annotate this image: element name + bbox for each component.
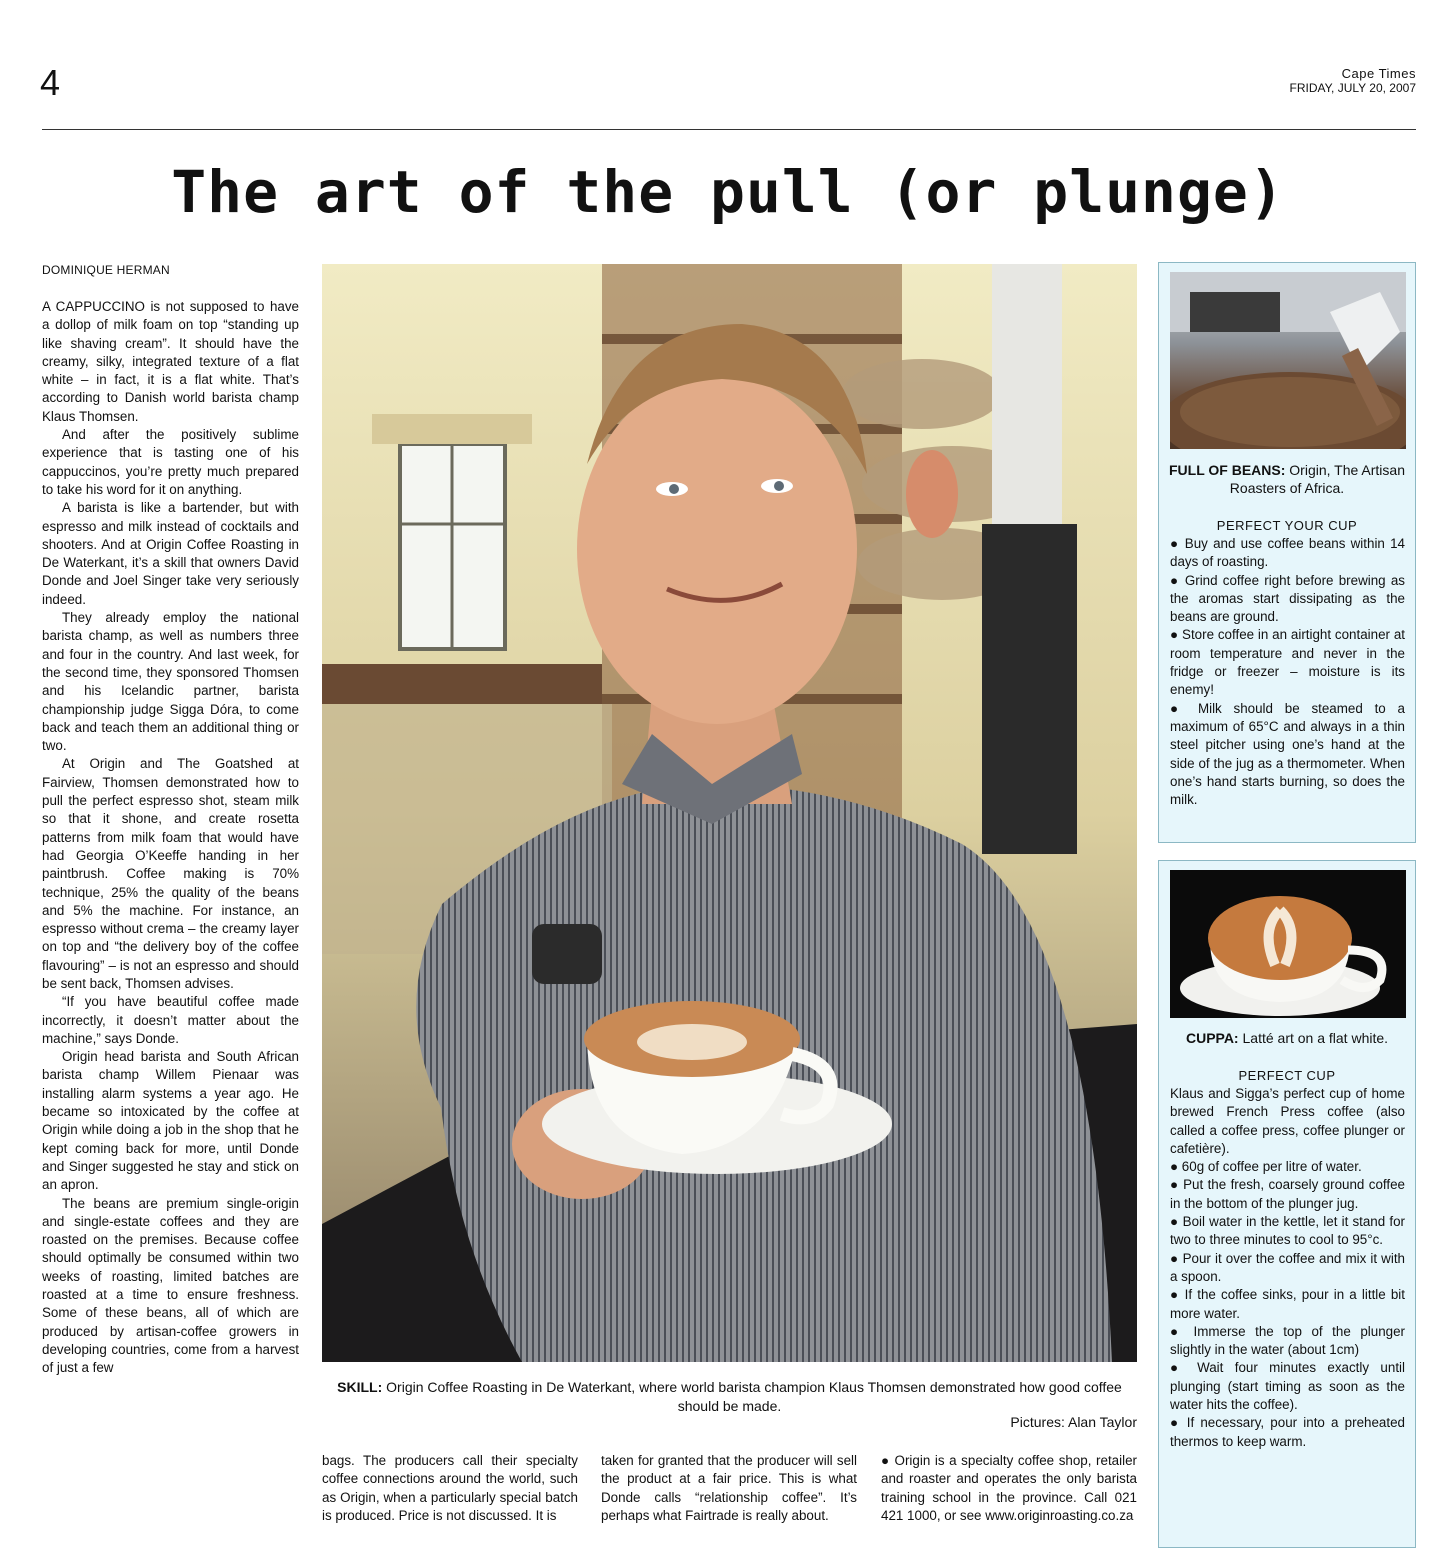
byline: DOMINIQUE HERMAN — [42, 263, 170, 277]
box-heading: PERFECT CUP — [1238, 1068, 1336, 1083]
photo-caption-lead: SKILL: — [337, 1379, 383, 1395]
coffee-roaster-illustration — [1170, 272, 1406, 449]
info-note: ● Origin is a specialty coffee shop, retailer and roaster and operates the only barista training school in the province. Call 021 421 1000, or see www.originroasting.co.za — [881, 1453, 1137, 1523]
step-item: ● Pour it over the coffee and mix it with a spoon. — [1170, 1250, 1405, 1284]
step-item: ● 60g of coffee per litre of water. — [1170, 1159, 1362, 1175]
photo-credit: Pictures: Alan Taylor — [1010, 1414, 1137, 1430]
header-rule — [42, 129, 1416, 130]
masthead — [1289, 66, 1416, 96]
article-paragraph: “If you have beautiful coffee made incorrectly, it doesn’t matter about the machine,” says Donde. — [42, 994, 299, 1046]
tip-item: ● Buy and use coffee beans within 14 days of roasting. — [1170, 536, 1405, 570]
article-column-3 — [601, 1452, 857, 1525]
tip-item: ● Grind coffee right before brewing as the aromas start dissipating as the beans are ground. — [1170, 572, 1405, 625]
step-item: ● Wait four minutes exactly until plunging (start timing as soon as the water hits the coffee). — [1170, 1360, 1405, 1413]
step-item: ● Put the fresh, coarsely ground coffee in the bottom of the plunger jug. — [1170, 1177, 1405, 1211]
article-paragraph: And after the positively sublime experience that is tasting one of his cappuccinos, you’re pretty much prepared to take his word for it on anything. — [42, 427, 299, 497]
article-paragraph: Origin head barista and South African barista champ Willem Pienaar was installing alarm systems a year ago. He became so intoxicated by the coffee at Origin while doing a job in the shop that he kept coming back for more, until Donde and Singer suggested he stay and stick on an apron. — [42, 1049, 299, 1193]
tip-item: ● Milk should be steamed to a maximum of 65°C and always in a thin steel pitcher using one’s hand at the side of the jug as a thermometer. When one’s hand starts burning, so does the milk. — [1170, 700, 1405, 808]
photo-caption — [322, 1378, 1137, 1416]
article-paragraph: The beans are premium single-origin and single-estate coffees and they are roasted on the premises. Because coffee should optimally be consumed within two weeks of roasting, limited batches are roasted at a time to ensure freshness. Some of these beans, all of which are produced by artisan-coffee growers in developing countries, come from a harvest of just a few — [42, 1195, 299, 1376]
paper-name: Cape Times — [1341, 66, 1416, 81]
main-photo — [322, 264, 1137, 1362]
roasting-photo-caption — [1167, 461, 1407, 497]
step-item: ● If necessary, pour into a preheated thermos to keep warm. — [1170, 1415, 1405, 1449]
intro-text: Klaus and Sigga’s perfect cup of home brewed French Press coffee (also called a coffee press, coffee plunger or cafetière). — [1170, 1086, 1405, 1156]
sidebar-box-perfect-your-cup — [1158, 262, 1416, 843]
article-column-2 — [322, 1452, 578, 1525]
article-paragraph: They already employ the national barista champ, as well as numbers three and four in the country. And last week, for the second time, they sponsored Thomsen and his Icelandic partner, barista championship judge Sigga Dóra, to come back and teach them an additional thing or two. — [42, 610, 299, 754]
latte-photo-caption — [1167, 1029, 1407, 1047]
caption-text: Latté art on a flat white. — [1238, 1030, 1389, 1046]
steps-list — [1170, 1085, 1405, 1451]
tips-list — [1170, 535, 1405, 809]
article-paragraph: bags. The producers call their specialty coffee connections around the world, such as Origin, when a particularly special batch is produced. Price is not discussed. It is — [322, 1453, 578, 1523]
article-paragraph: At Origin and The Goatshed at Fairview, Thomsen demonstrated how to pull the perfect espresso shot, steam milk so that it shone, and create rosetta patterns from milk foam that would have had Georgia O’Keeffe handing in her paintbrush. Coffee making is 70% technique, 25% the quality of the beans and 5% the machine. For instance, an espresso without crema – the creamy layer on top and “the delivery boy of the coffee flavouring” – is not an espresso and should be sent back, Thomsen advises. — [42, 756, 299, 991]
sidebar-box-perfect-cup — [1158, 860, 1416, 1548]
article-paragraph: A CAPPUCCINO is not supposed to have a dollop of milk foam on top “standing up like shaving cream”. It should have the creamy, silky, integrated texture of a flat white – in fact, it is a flat white. That’s according to Danish world barista champ Klaus Thomsen. — [42, 299, 299, 424]
issue-date: FRIDAY, JULY 20, 2007 — [1289, 81, 1416, 95]
headline: The art of the pull (or plunge) — [171, 158, 1285, 226]
latte-photo — [1170, 870, 1406, 1018]
article-column-4 — [881, 1452, 1137, 1525]
photo-caption-text: Origin Coffee Roasting in De Waterkant, where world barista champion Klaus Thomsen demonstrated how good coffee should be made. — [382, 1379, 1122, 1414]
roasting-photo — [1170, 272, 1406, 449]
step-item: ● Boil water in the kettle, let it stand for two to three minutes to cool to 95°c. — [1170, 1214, 1405, 1248]
caption-lead: CUPPA: — [1185, 1030, 1239, 1046]
latte-art-illustration — [1170, 870, 1406, 1018]
step-item: ● If the coffee sinks, pour in a little bit more water. — [1170, 1287, 1405, 1321]
barista-photo-illustration — [322, 264, 1137, 1362]
tip-item: ● Store coffee in an airtight container at room temperature and never in the fridge or freezer – moisture is its enemy! — [1170, 627, 1405, 698]
page-number: 4 — [40, 62, 61, 103]
article-paragraph: A barista is like a bartender, but with espresso and milk instead of cocktails and shooters. And at Origin Coffee Roasting in De Waterkant, it’s a skill that owners David Donde and Joel Singer take very seriously indeed. — [42, 500, 299, 607]
box-heading: PERFECT YOUR CUP — [1216, 518, 1358, 533]
caption-text: Origin, The Artisan Roasters of Africa. — [1229, 462, 1405, 496]
caption-lead: FULL OF BEANS: — [1169, 462, 1286, 478]
step-item: ● Immerse the top of the plunger slightly in the water (about 1cm) — [1170, 1323, 1405, 1358]
article-column-1 — [42, 298, 299, 1378]
article-paragraph: taken for granted that the producer will sell the product at a fair price. This is what Donde calls “relationship coffee”. It’s perhaps what Fairtrade is really about. — [601, 1453, 857, 1523]
